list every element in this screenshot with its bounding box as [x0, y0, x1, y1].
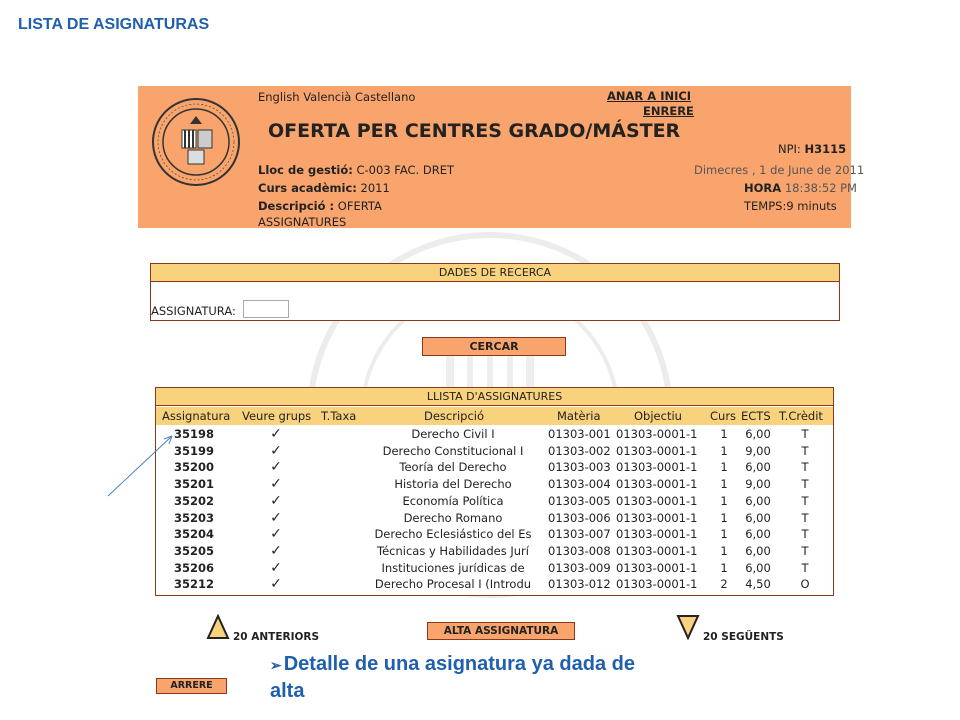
back-button[interactable]: ARRERE: [156, 678, 227, 694]
subject-description: Instituciones jurídicas de: [381, 560, 525, 575]
subject-description: Economía Política: [402, 493, 504, 508]
credit-type: T: [801, 427, 809, 441]
slide-bullet-line1: Detalle de una asignatura ya dada de: [283, 653, 635, 675]
ects-credits: 6,00: [745, 560, 771, 575]
col-header-credit-type: T.Crèdit: [779, 409, 823, 423]
credit-type: T: [801, 443, 809, 458]
slide-title: LISTA DE ASIGNATURAS: [18, 16, 210, 33]
npi-label: NPI:: [778, 142, 801, 156]
subject-area-code: 01303-007: [548, 527, 611, 542]
time-value: 18:38:52 PM: [784, 181, 857, 195]
view-groups-check-icon[interactable]: ✓: [270, 526, 282, 543]
subject-description: Derecho Eclesiástico del Es: [374, 527, 532, 542]
table-row: [156, 426, 833, 443]
academic-year-label: Curs acadèmic:: [258, 181, 357, 195]
subject-code[interactable]: 35203: [174, 510, 215, 525]
view-groups-check-icon[interactable]: ✓: [270, 426, 282, 442]
location-label: Lloc de gestió:: [258, 163, 353, 177]
col-header-course: Curs: [710, 409, 737, 423]
table-row: [156, 560, 833, 577]
table-row: [156, 510, 833, 527]
previous-page-triangle-icon[interactable]: [206, 614, 230, 640]
current-time: [744, 181, 857, 195]
ects-credits: 6,00: [745, 460, 771, 475]
subject-code[interactable]: 35199: [174, 443, 215, 458]
table-row: [156, 543, 833, 560]
subject-description: Derecho Constitucional I: [382, 443, 524, 458]
objective-code: 01303-0001-1: [616, 460, 698, 475]
subject-code[interactable]: 35202: [174, 493, 215, 508]
course-number: 1: [720, 560, 728, 575]
col-header-ects: ECTS: [741, 409, 771, 423]
subject-code[interactable]: 35198: [174, 427, 215, 441]
objective-code: 01303-0001-1: [616, 510, 698, 525]
table-row: [156, 576, 833, 593]
subject-code[interactable]: 35205: [174, 543, 215, 558]
location-value: C-003 FAC. DRET: [356, 163, 454, 177]
subject-list-panel: [155, 387, 834, 596]
ects-credits: 4,50: [745, 577, 771, 592]
view-groups-check-icon[interactable]: ✓: [270, 559, 282, 576]
objective-code: 01303-0001-1: [616, 577, 698, 592]
ects-credits: 9,00: [745, 477, 771, 492]
table-row: [156, 476, 833, 493]
table-header-row: [156, 407, 833, 425]
subject-code[interactable]: 35206: [174, 560, 215, 575]
next-page-triangle-icon[interactable]: [676, 614, 700, 640]
search-panel-heading: DADES DE RECERCA: [151, 264, 839, 282]
credit-type: O: [800, 577, 810, 592]
ects-credits: 6,00: [745, 510, 771, 525]
ects-credits: 6,00: [745, 527, 771, 542]
add-subject-button[interactable]: ALTA ASSIGNATURA: [427, 622, 575, 640]
course-number: 1: [720, 543, 728, 558]
elapsed-time: TEMPS:9 minuts: [744, 199, 837, 213]
slide-bullet-text: [270, 653, 635, 676]
objective-code: 01303-0001-1: [616, 560, 698, 575]
course-number: 2: [720, 577, 728, 592]
col-header-fee-type: T.Taxa: [321, 409, 357, 423]
col-header-description: Descripció: [424, 409, 485, 423]
ects-credits: 6,00: [745, 493, 771, 508]
objective-code: 01303-0001-1: [616, 493, 698, 508]
subject-description: Técnicas y Habilidades Jurí: [377, 543, 529, 558]
lang-english-link[interactable]: English: [258, 90, 300, 104]
ects-credits: 9,00: [745, 443, 771, 458]
col-header-view-groups: Veure grups: [242, 409, 312, 423]
management-location: [258, 163, 454, 177]
university-seal-logo: [150, 96, 242, 188]
table-row: [156, 493, 833, 510]
table-row: [156, 526, 833, 543]
bullet-arrow-icon: ➢: [270, 657, 282, 673]
subject-search-label: ASSIGNATURA:: [151, 304, 236, 318]
academic-year: [258, 181, 390, 195]
language-links: [258, 90, 415, 104]
subject-area-code: 01303-012: [548, 577, 611, 592]
objective-code: 01303-0001-1: [616, 477, 698, 492]
course-number: 1: [720, 493, 728, 508]
col-header-objective: Objectiu: [634, 409, 682, 423]
credit-type: T: [801, 510, 809, 525]
view-groups-check-icon[interactable]: ✓: [270, 492, 282, 509]
time-label: HORA: [744, 181, 782, 195]
slide-bullet-line2: alta: [270, 680, 305, 702]
col-header-subject: Assignatura: [162, 409, 231, 423]
subject-area-code: 01303-009: [548, 560, 611, 575]
course-number: 1: [720, 510, 728, 525]
view-groups-check-icon[interactable]: ✓: [270, 509, 282, 526]
home-link[interactable]: ANAR A INICI: [607, 89, 692, 103]
col-header-subject-area: Matèria: [557, 409, 601, 423]
view-groups-check-icon[interactable]: ✓: [270, 459, 282, 476]
view-groups-check-icon[interactable]: ✓: [270, 442, 282, 459]
subject-description: Teoría del Derecho: [399, 460, 507, 475]
description-value-cont: ASSIGNATURES: [258, 215, 347, 229]
previous-page-link[interactable]: 20 ANTERIORS: [233, 631, 320, 643]
current-date: Dimecres , 1 de June de 2011: [694, 163, 865, 177]
pointer-arrow-annotation: [100, 430, 180, 500]
search-panel: [150, 263, 840, 321]
subject-code[interactable]: 35200: [174, 460, 215, 475]
search-button[interactable]: CERCAR: [422, 337, 566, 356]
back-link[interactable]: ENRERE: [643, 104, 694, 118]
credit-type: T: [801, 527, 809, 542]
npi-info: [778, 142, 846, 156]
course-number: 1: [720, 443, 728, 458]
objective-code: 01303-0001-1: [616, 443, 698, 458]
subject-description: Derecho Civil I: [411, 427, 495, 441]
description-label: Descripció :: [258, 199, 335, 213]
objective-code: 01303-0001-1: [616, 543, 698, 558]
course-number: 1: [720, 527, 728, 542]
subject-area-code: 01303-002: [548, 443, 611, 458]
course-number: 1: [720, 460, 728, 475]
academic-year-value: 2011: [360, 181, 390, 195]
subject-list-heading: LLISTA D'ASSIGNATURES: [156, 388, 833, 406]
course-number: 1: [720, 477, 728, 492]
subject-area-code: 01303-005: [548, 493, 611, 508]
subject-area-code: 01303-006: [548, 510, 611, 525]
subject-code[interactable]: 35201: [174, 477, 215, 492]
view-groups-check-icon[interactable]: ✓: [270, 576, 282, 593]
page-title: OFERTA PER CENTRES GRADO/MÁSTER: [268, 120, 681, 142]
subject-area-code: 01303-001: [548, 427, 611, 441]
credit-type: T: [801, 460, 809, 475]
table-row: [156, 459, 833, 476]
subject-search-input[interactable]: [243, 300, 289, 318]
ects-credits: 6,00: [745, 427, 771, 441]
subject-area-code: 01303-008: [548, 543, 611, 558]
ects-credits: 6,00: [745, 543, 771, 558]
description-info: [258, 199, 382, 213]
subject-description: Derecho Procesal I (Introdu: [374, 577, 532, 592]
table-row: [156, 443, 833, 460]
description-value: OFERTA: [337, 199, 382, 213]
credit-type: T: [801, 560, 809, 575]
lang-valencia-link[interactable]: Valencià: [303, 90, 352, 104]
subject-description: Historia del Derecho: [394, 477, 512, 492]
subject-code[interactable]: 35204: [174, 527, 215, 542]
course-number: 1: [720, 427, 728, 441]
next-page-link[interactable]: 20 SEGÜENTS: [703, 631, 784, 643]
subject-description: Derecho Romano: [403, 510, 503, 525]
subject-area-code: 01303-004: [548, 477, 611, 492]
objective-code: 01303-0001-1: [616, 527, 698, 542]
objective-code: 01303-0001-1: [616, 427, 698, 441]
view-groups-check-icon[interactable]: ✓: [270, 542, 282, 559]
subject-code[interactable]: 35212: [174, 577, 215, 592]
credit-type: T: [801, 543, 809, 558]
credit-type: T: [801, 477, 809, 492]
lang-castellano-link[interactable]: Castellano: [355, 90, 416, 104]
npi-value: H3115: [804, 142, 847, 156]
subject-area-code: 01303-003: [548, 460, 611, 475]
view-groups-check-icon[interactable]: ✓: [270, 476, 282, 493]
credit-type: T: [801, 493, 809, 508]
